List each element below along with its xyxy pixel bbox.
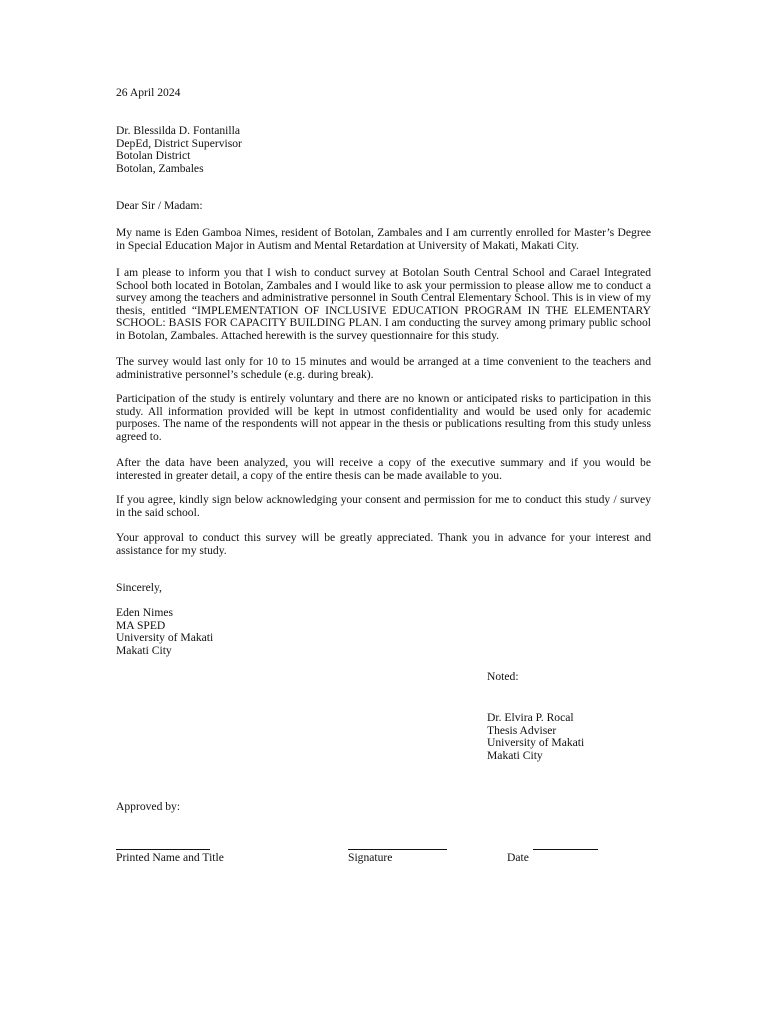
recipient-block [116, 125, 242, 175]
closing: Sincerely, [116, 581, 162, 594]
paragraph-consent: If you agree, kindly sign below acknowledging your consent and permission for me to conduct this study / survey in the said school. [116, 493, 651, 519]
noted-label: Noted: [487, 670, 519, 683]
approved-by-label: Approved by: [116, 800, 181, 813]
recipient-office: Botolan District [116, 149, 191, 163]
adviser-title: Thesis Adviser [487, 723, 557, 737]
printed-name-label: Printed Name and Title [116, 851, 224, 864]
noted-block [487, 712, 584, 762]
adviser-school: University of Makati [487, 736, 585, 750]
sender-block [116, 607, 213, 657]
letter-date: 26 April 2024 [116, 86, 181, 99]
signature-line [348, 849, 447, 850]
date-line [533, 849, 598, 850]
salutation: Dear Sir / Madam: [116, 199, 203, 212]
recipient-title: DepEd, District Supervisor [116, 136, 242, 150]
sender-program: MA SPED [116, 618, 166, 632]
paragraph-thanks: Your approval to conduct this survey will be greatly appreciated. Thank you in advance for your interest and assistance for my study. [116, 531, 651, 557]
paragraph-results: After the data have been analyzed, you will receive a copy of the executive summary and if you would be interested in greater detail, a copy of the entire thesis can be made available to you. [116, 456, 651, 482]
sender-city: Makati City [116, 643, 172, 657]
paragraph-participation: Participation of the study is entirely voluntary and there are no known or anticipated risks to participation in this study. All information provided will be kept in utmost confidentiality and would be used only for academic purposes. The name of the respondents will not appear in the thesis or publications resulting from this study unless agreed to. [116, 392, 651, 443]
paragraph-request: I am please to inform you that I wish to conduct survey at Botolan South Central School and Carael Integrated School both located in Botolan, Zambales and I would like to ask your permission to please allow me to conduct a survey among the teachers and administrative personnel in South Central Elementary School. This is in view of my thesis, entitled “IMPLEMENTATION OF INCLUSIVE EDUCATION PROGRAM IN THE ELEMENTARY SCHOOL: BASIS FOR CAPACITY BUILDING PLAN. I am conducting the survey among primary public school in Botolan, Zambales. Attached herewith is the survey questionnaire for this study. [116, 266, 651, 342]
printed-name-line [116, 849, 210, 850]
date-label: Date [507, 851, 529, 864]
adviser-city: Makati City [487, 748, 543, 762]
recipient-location: Botolan, Zambales [116, 161, 204, 175]
sender-school: University of Makati [116, 631, 214, 645]
recipient-name: Dr. Blessilda D. Fontanilla [116, 124, 240, 137]
paragraph-duration: The survey would last only for 10 to 15 minutes and would be arranged at a time convenient to the teachers and administrative personnel’s schedule (e.g. during break). [116, 355, 651, 381]
signature-label: Signature [348, 851, 393, 864]
paragraph-intro: My name is Eden Gamboa Nimes, resident of Botolan, Zambales and I am currently enrolled for Master’s Degree in Special Education Major in Autism and Mental Retardation at University of Makati, Makati City. [116, 226, 651, 252]
adviser-name: Dr. Elvira P. Rocal [487, 711, 574, 724]
sender-name: Eden Nimes [116, 606, 173, 619]
